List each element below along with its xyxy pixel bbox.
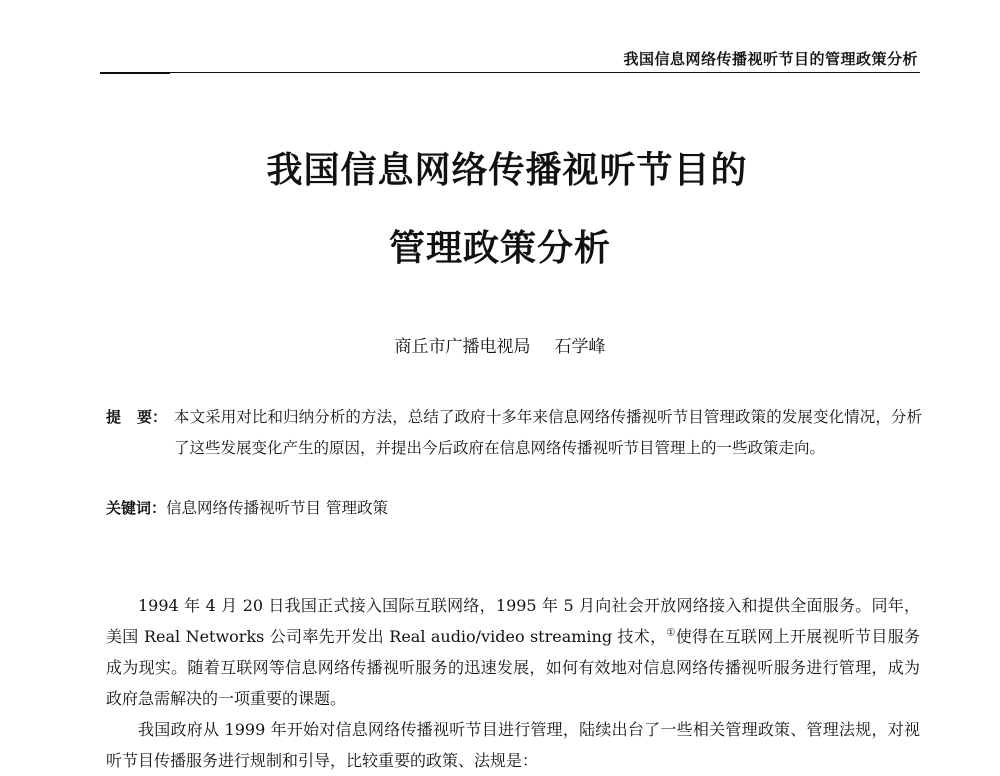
- header-rule-thick: [100, 72, 170, 74]
- abstract-label: [106, 402, 167, 433]
- title-line-2: 管理政策分析: [388, 228, 611, 269]
- body-paragraph-2: 我国政府从 1999 年开始对信息网络传播视听节目进行管理，陆续出台了一些相关管理政策、管理法规，对视听节目传播服务进行规制和引导，比较重要的政策、法规是：: [106, 720, 920, 770]
- running-head: 我国信息网络传播视听节目的管理政策分析: [623, 50, 918, 68]
- abstract-text: 本文采用对比和归纳分析的方法，总结了政府十多年来信息网络传播视听节目管理政策的发展变化情况，分析了这些发展变化产生的原因，并提出今后政府在信息网络传播视听节目管理上的一些政策走向。: [174, 408, 922, 457]
- abstract: [106, 402, 922, 464]
- body-p1-before-note: 1994 年 4 月 20 日我国正式接入国际互联网络，1995 年 5 月向社会开放网络接入和提供全面服务。同年，美国 Real Networks 公司率先开发出 Real audio/video streaming 技术，: [106, 596, 920, 646]
- keywords: [106, 496, 922, 520]
- title-line-1: 我国信息网络传播视听节目的: [266, 150, 748, 191]
- keywords-text: 信息网络传播视听节目 管理政策: [166, 499, 388, 517]
- keywords-label: 关键词：: [106, 499, 167, 517]
- abstract-label-right: 要：: [137, 408, 168, 426]
- abstract-label-left: 提: [106, 408, 122, 426]
- header-rule: [168, 72, 920, 73]
- author-line: [0, 332, 1000, 357]
- author-name: 石学峰: [554, 337, 606, 357]
- body-p1-after-note: 使得在互联网上开展视听节目服务成为现实。随着互联网等信息网络传播视听服务的迅速发展，如何有效地对信息网络传播视听服务进行管理，成为政府急需解决的一项重要的课题。: [106, 627, 920, 708]
- footnote-marker[interactable]: ①: [666, 627, 676, 639]
- body-text: [106, 590, 920, 776]
- author-organization: 商丘市广播电视局: [394, 337, 531, 357]
- body-paragraph-1: [106, 590, 920, 714]
